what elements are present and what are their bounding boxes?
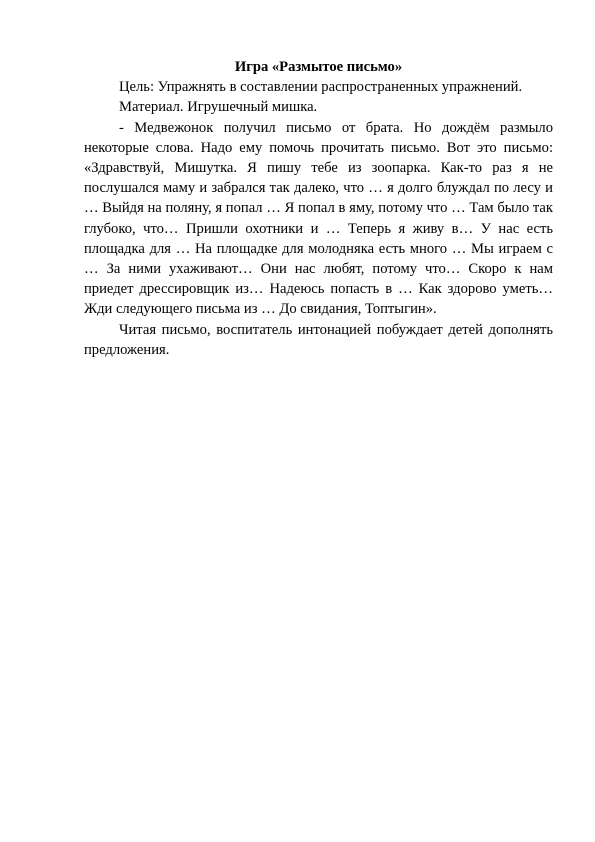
document-page bbox=[84, 57, 553, 360]
goal-paragraph: Цель: Упражнять в составлении распространенных упражнений. bbox=[119, 79, 523, 96]
material-paragraph: Материал. Игрушечный мишка. bbox=[119, 99, 318, 116]
document-title: Игра «Размытое письмо» bbox=[234, 59, 403, 75]
letter-paragraph: - Медвежонок получил письмо от брата. Но дождём размыло некоторые слова. Надо ему помочь прочитать письмо. Вот это письмо: «Здравствуй, Мишутка. Я пишу тебе из зоопарка. Как-то раз я не послушался маму и забрался так далеко, что … я долго блуждал по лесу и … Выйдя на поляну, я попал … Я попал в яму, потому что … Там было так глубоко, что… Пришли охотники и … Теперь я живу в… У нас есть площадка для … На площадке для молодняка есть много … Мы играем с … За ними ухаживают… Они нас любят, потому что… Скоро к нам приедет дрессировщик из… Надеюсь попасть в … Как здорово уметь… Жди следующего письма из … До свидания, Топтыгин». bbox=[84, 119, 553, 318]
instruction-paragraph: Читая письмо, воспитатель интонацией побуждает детей дополнять предложения. bbox=[84, 321, 553, 358]
